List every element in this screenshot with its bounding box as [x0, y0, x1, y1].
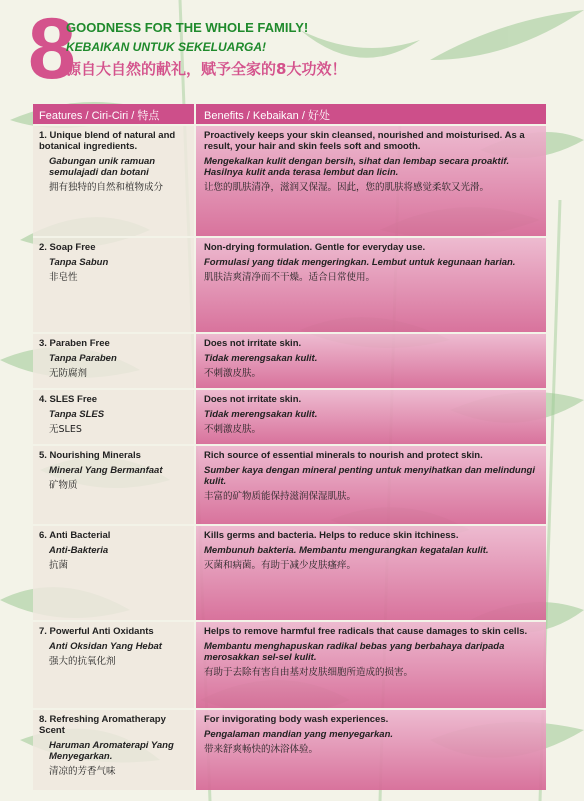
- benefit-ms: Membunuh bakteria. Membantu mengurangkan kegatalan kulit.: [204, 545, 489, 556]
- feature-zh: 清凉的芳香气味: [49, 766, 116, 777]
- feature-zh: 拥有独特的自然和植物成分: [49, 182, 164, 193]
- feature-en: 2. Soap Free: [39, 242, 96, 253]
- feature-ms: Tanpa SLES: [49, 409, 105, 420]
- benefit-en: Does not irritate skin.: [204, 394, 302, 405]
- benefit-cell: [194, 126, 546, 236]
- table-row: [33, 620, 546, 708]
- title-malay: KEBAIKAN UNTUK SEKELUARGA!: [66, 40, 266, 54]
- feature-ms: Haruman Aromaterapi Yang Menyegarkan.: [49, 740, 174, 762]
- benefit-ms: Sumber kaya dengan mineral penting untuk menyihatkan dan melindungi kulit.: [204, 465, 535, 487]
- big-number: 8: [28, 1, 76, 97]
- benefit-cell: [194, 710, 546, 790]
- feature-ms: Mineral Yang Bermanfaat: [49, 465, 163, 476]
- benefit-ms: Formulasi yang tidak mengeringkan. Lembut untuk kegunaan harian.: [204, 257, 516, 268]
- feature-en: 1. Unique blend of natural and botanical ingredients.: [39, 130, 176, 152]
- feature-en: 4. SLES Free: [39, 394, 98, 405]
- feature-ms: Tanpa Paraben: [49, 353, 117, 364]
- benefit-ms: Mengekalkan kulit dengan bersih, sihat dan lembap secara proaktif. Hasilnya kulit anda terasa lembut dan licin.: [204, 156, 510, 178]
- table-header: [33, 104, 546, 124]
- benefit-zh: 肌肤洁爽清净而不干燥。适合日常使用。: [204, 272, 376, 283]
- feature-zh: 抗菌: [49, 560, 69, 571]
- benefit-en: Kills germs and bacteria. Helps to reduce skin itchiness.: [204, 530, 459, 541]
- title-english: GOODNESS FOR THE WHOLE FAMILY!: [66, 20, 309, 35]
- feature-en: 3. Paraben Free: [39, 338, 110, 349]
- feature-cell: [33, 334, 194, 388]
- benefit-ms: Tidak merengsakan kulit.: [204, 353, 318, 364]
- benefit-en: Rich source of essential minerals to nourish and protect skin.: [204, 450, 483, 461]
- benefit-en: Proactively keeps your skin cleansed, nourished and moisturised. As a result, your hair and skin feels soft and smooth.: [204, 130, 525, 152]
- benefit-en: Does not irritate skin.: [204, 338, 302, 349]
- page-header: [0, 0, 584, 98]
- benefit-ms: Tidak merengsakan kulit.: [204, 409, 318, 420]
- benefit-cell: [194, 238, 546, 332]
- table-row: [33, 388, 546, 444]
- feature-zh: 无防腐剂: [49, 368, 88, 379]
- table-row: [33, 236, 546, 332]
- benefit-ms: Membantu menghapuskan radikal bebas yang berbahaya daripada merosakkan sel-sel kulit.: [204, 641, 505, 663]
- feature-en: 6. Anti Bacterial: [39, 530, 111, 541]
- benefit-zh: 不刺激皮肤。: [204, 424, 262, 435]
- benefit-en: Helps to remove harmful free radicals that cause damages to skin cells.: [204, 626, 528, 637]
- feature-cell: [33, 390, 194, 444]
- feature-cell: [33, 622, 194, 708]
- table-row: [33, 708, 546, 790]
- feature-en: 7. Powerful Anti Oxidants: [39, 626, 154, 637]
- feature-cell: [33, 526, 194, 620]
- feature-cell: [33, 710, 194, 790]
- benefit-zh: 带来舒爽畅快的沐浴体验。: [204, 744, 319, 755]
- feature-cell: [33, 446, 194, 524]
- feature-zh: 强大的抗氧化剂: [49, 656, 116, 667]
- feature-ms: Anti-Bakteria: [49, 545, 109, 556]
- feature-cell: [33, 126, 194, 236]
- feature-ms: Gabungan unik ramuan semulajadi dan botani: [49, 156, 156, 178]
- benefit-en: For invigorating body wash experiences.: [204, 714, 389, 725]
- feature-en: 8. Refreshing Aromatherapy Scent: [39, 714, 166, 736]
- feature-ms: Tanpa Sabun: [49, 257, 109, 268]
- feature-cell: [33, 238, 194, 332]
- benefit-zh: 丰富的矿物质能保持滋润保湿肌肤。: [204, 491, 357, 502]
- benefit-ms: Pengalaman mandian yang menyegarkan.: [204, 729, 394, 740]
- table-row: [33, 124, 546, 236]
- benefit-cell: [194, 390, 546, 444]
- benefit-zh: 灭菌和病菌。有助于减少皮肤瘙痒。: [204, 560, 357, 571]
- feature-ms: Anti Oksidan Yang Hebat: [49, 641, 162, 652]
- feature-zh: 非皂性: [49, 272, 78, 283]
- benefit-zh: 有助于去除有害自由基对皮肤细胞所造成的损害。: [204, 667, 414, 678]
- benefit-cell: [194, 526, 546, 620]
- benefit-en: Non-drying formulation. Gentle for everyday use.: [204, 242, 426, 253]
- benefit-cell: [194, 446, 546, 524]
- title-chinese: 源自大自然的献礼，赋予全家的8大功效！: [66, 60, 347, 78]
- benefits-table: [33, 104, 546, 790]
- benefit-cell: [194, 622, 546, 708]
- benefit-cell: [194, 334, 546, 388]
- feature-zh: 无SLES: [49, 424, 82, 435]
- feature-en: 5. Nourishing Minerals: [39, 450, 141, 461]
- table-row: [33, 444, 546, 524]
- table-row: [33, 524, 546, 620]
- table-row: [33, 332, 546, 388]
- features-header: Features / Ciri-Ciri / 特点: [39, 110, 160, 122]
- benefit-zh: 不刺激皮肤。: [204, 368, 262, 379]
- feature-zh: 矿物质: [49, 480, 78, 491]
- benefit-zh: 让您的肌肤清净，滋润又保湿。因此，您的肌肤将感觉柔软又光滑。: [204, 182, 490, 193]
- benefits-header: Benefits / Kebaikan / 好处: [194, 104, 546, 124]
